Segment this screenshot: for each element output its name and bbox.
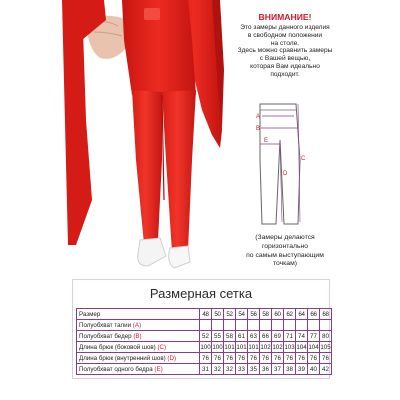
table-cell: 33 [236, 364, 248, 375]
size-header-cell: 48 [200, 309, 212, 320]
row-label [77, 331, 200, 342]
warning-line: Здесь можно сравнить замеры [237, 47, 333, 55]
row-label [77, 342, 200, 353]
table-cell [236, 320, 248, 331]
table-cell: 76 [212, 353, 224, 364]
table-cell: 76 [308, 353, 320, 364]
table-cell: 102 [260, 343, 271, 351]
table-row [77, 364, 332, 375]
row-letter: (E) [154, 365, 163, 373]
size-header-row [77, 309, 332, 320]
size-table [76, 308, 332, 375]
size-header-cell: 58 [260, 309, 272, 320]
row-label-text: Длина брюк (внутренний шов) [79, 354, 166, 362]
table-cell: 42 [320, 364, 332, 375]
table-cell [224, 320, 236, 331]
diagram-label-e: E [264, 138, 269, 144]
warning-title: ВНИМАНИЕ! [258, 12, 312, 22]
table-cell [248, 320, 260, 331]
warning-line: которая Вам идеально [250, 62, 320, 70]
table-cell: 76 [200, 353, 212, 364]
diagram-label-b: B [256, 126, 261, 132]
pants-left-leg [132, 90, 162, 244]
size-header-cell: 56 [248, 309, 260, 320]
table-cell: 55 [212, 331, 224, 342]
table-cell [296, 320, 308, 331]
row-label-text: Полуобхват одного бедра [79, 365, 153, 373]
table-cell: 100 [212, 343, 223, 351]
table-row [77, 342, 332, 353]
table-cell [260, 320, 272, 331]
table-cell: 58 [224, 331, 236, 342]
table-cell: 105 [320, 343, 331, 351]
table-cell: 40 [308, 364, 320, 375]
row-label-text: Длина брюк (боковой шов) [79, 343, 156, 351]
size-header-cell: 62 [284, 309, 296, 320]
size-chart-title: Размерная сетка [149, 286, 253, 301]
table-cell [308, 320, 320, 331]
table-cell [272, 320, 284, 331]
table-cell: 102 [272, 343, 283, 351]
table-cell: 39 [296, 364, 308, 375]
size-header-cell: 50 [212, 309, 224, 320]
measurement-warning [232, 12, 338, 79]
warning-line: с Вашей вещью, [259, 55, 311, 63]
table-cell: 104 [308, 343, 319, 351]
table-cell [284, 320, 296, 331]
row-label-text: Полуобхват талии [79, 321, 132, 329]
table-cell: 101 [248, 343, 259, 351]
note-line: (Замеры делаются [255, 234, 315, 241]
table-cell: 80 [320, 331, 332, 342]
table-cell: 32 [224, 364, 236, 375]
diagram-label-c: C [301, 156, 306, 162]
note-line: точкам) [272, 260, 298, 268]
table-cell [320, 320, 332, 331]
row-letter: (B) [133, 332, 142, 340]
row-label [77, 364, 200, 375]
table-cell: 71 [284, 331, 296, 342]
table-cell [200, 320, 212, 331]
table-cell: 36 [260, 364, 272, 375]
warning-line: Это замеры данного изделия [240, 24, 330, 32]
warning-line: в свободном положении [247, 31, 323, 39]
table-cell: 76 [320, 353, 332, 364]
table-cell: 77 [308, 331, 320, 342]
diagram-label-d: D [283, 171, 288, 177]
table-row [77, 320, 332, 331]
right-shoe [169, 246, 190, 268]
table-cell: 76 [224, 353, 236, 364]
table-row [77, 353, 332, 364]
table-cell [212, 320, 224, 331]
table-cell: 100 [200, 343, 211, 351]
warning-line: подходит. [270, 70, 300, 78]
diagram-label-a: A [256, 114, 261, 120]
note-line: горизонтально [261, 242, 309, 250]
measurement-note [232, 234, 338, 269]
row-label [77, 320, 200, 331]
table-cell: 101 [224, 343, 235, 351]
table-cell: 103 [284, 343, 295, 351]
table-cell: 76 [272, 353, 284, 364]
table-cell: 66 [260, 331, 272, 342]
row-label-text: Полуобхват бедер [79, 332, 132, 340]
table-row [77, 331, 332, 342]
table-cell: 76 [236, 353, 248, 364]
size-header-cell: 64 [296, 309, 308, 320]
table-cell: 76 [260, 353, 272, 364]
table-cell: 32 [212, 364, 224, 375]
table-cell: 37 [272, 364, 284, 375]
left-shoe [138, 238, 166, 266]
size-header-cell: 60 [272, 309, 284, 320]
product-photo [62, 0, 232, 282]
size-header-cell: 52 [224, 309, 236, 320]
table-cell: 76 [296, 353, 308, 364]
pants-measurement-diagram [252, 100, 308, 228]
table-cell: 104 [296, 343, 307, 351]
table-cell: 101 [236, 343, 247, 351]
row-letter: (C) [157, 343, 167, 351]
table-cell: 31 [200, 364, 212, 375]
size-header-cell: 66 [308, 309, 320, 320]
table-cell: 76 [248, 353, 260, 364]
note-line: по самым выступающим [246, 251, 324, 259]
row-letter: (A) [132, 321, 142, 329]
pants-outline [260, 104, 300, 224]
table-cell: 61 [236, 331, 248, 342]
table-cell: 69 [272, 331, 284, 342]
table-cell: 52 [200, 331, 212, 342]
size-chart [72, 279, 330, 379]
cardigan-back-panel [62, 0, 92, 245]
size-header-cell: 68 [320, 309, 332, 320]
table-cell: 38 [284, 364, 296, 375]
table-cell: 74 [296, 331, 308, 342]
table-cell: 35 [248, 364, 260, 375]
table-cell: 76 [284, 353, 296, 364]
table-cell: 63 [248, 331, 260, 342]
warning-line: на столе. [270, 39, 300, 47]
size-header-label: Размер [77, 309, 200, 320]
pants-right-leg [162, 90, 196, 252]
row-label [77, 353, 200, 364]
size-header-cell: 54 [236, 309, 248, 320]
row-letter: (D) [167, 354, 177, 362]
